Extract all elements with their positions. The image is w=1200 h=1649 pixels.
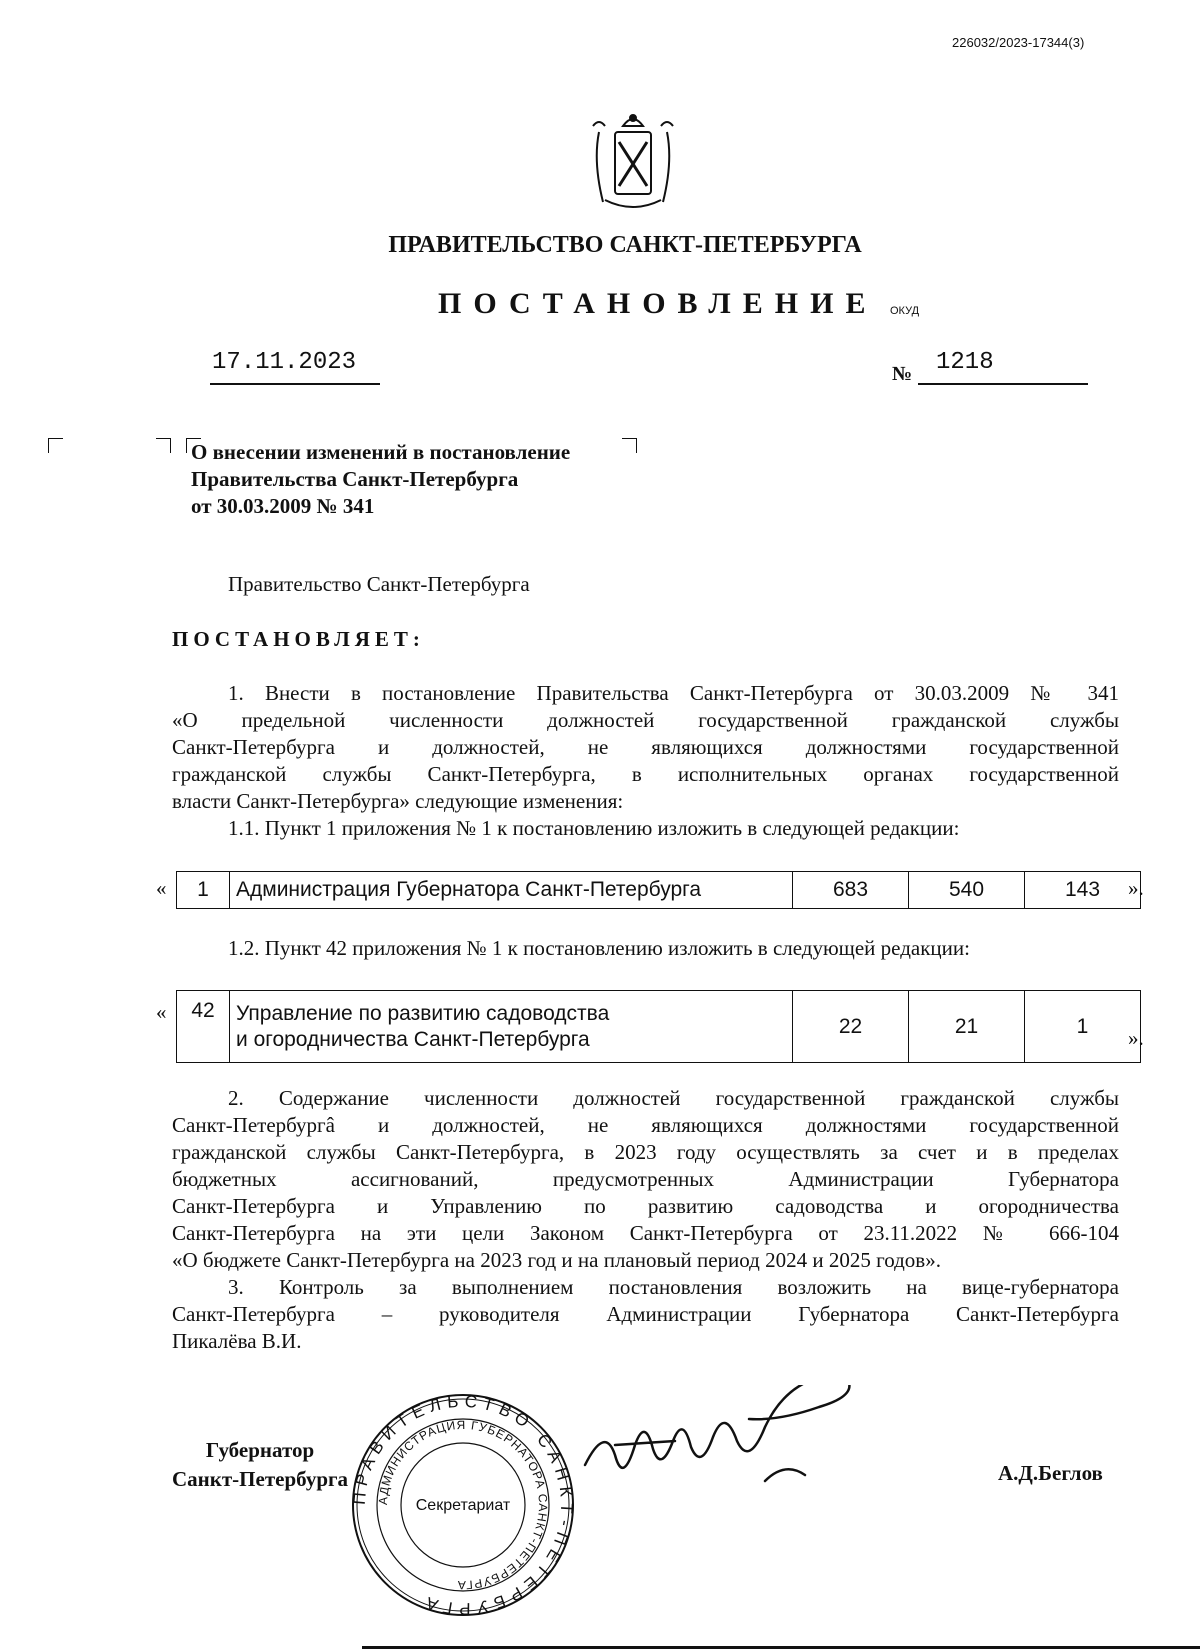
paragraph-2	[172, 1085, 1119, 1274]
paragraph-line: Санкт-Петербурга на эти цели Законом Санкт-Петербурга от 23.11.2022 № 666-104	[172, 1221, 1119, 1245]
table-item-1	[176, 871, 1141, 909]
paragraph-line: гражданской службы Санкт-Петербурга, в исполнительных органах государственной	[172, 762, 1119, 786]
document-number: 1218	[936, 349, 994, 376]
stamp-center-text: Секретариат	[415, 1497, 511, 1514]
paragraph-line: гражданской службы Санкт-Петербурга, в 2023 году осуществлять за счет и в пределах	[172, 1140, 1119, 1164]
table-item-42	[176, 990, 1141, 1063]
decrees-heading: ПОСТАНОВЛЯЕТ:	[172, 627, 425, 651]
total-positions: 22	[793, 991, 909, 1063]
margin-corner-mark	[48, 438, 63, 453]
signatory-title	[172, 1436, 348, 1494]
paragraph-1-1	[172, 815, 1119, 842]
paragraph-line: 1.1. Пункт 1 приложения № 1 к постановлению изложить в следующей редакции:	[228, 816, 960, 840]
subject-line: от 30.03.2009 № 341	[191, 494, 375, 518]
document-subject	[191, 439, 570, 520]
table-row	[177, 991, 1141, 1063]
department-name: Администрация Губернатора Санкт-Петербурга	[230, 872, 793, 909]
civil-service-positions: 21	[909, 991, 1025, 1063]
paragraph-line: Санкт-Петербурга и должностей, не являющихся должностями государственной	[172, 735, 1119, 759]
department-name-line: Управление по развитию садоводства	[236, 1001, 610, 1025]
paragraph-line: 1. Внести в постановление Правительства Санкт-Петербурга от 30.03.2009 № 341	[228, 681, 1119, 705]
organization-title: ПРАВИТЕЛЬСТВО САНКТ-ПЕТЕРБУРГА	[388, 232, 862, 258]
official-stamp	[348, 1390, 578, 1620]
handwritten-signature	[575, 1385, 915, 1505]
paragraph-line: «О бюджете Санкт-Петербурга на 2023 год и на плановый период 2024 и 2025 годов».	[172, 1248, 941, 1272]
okud-label: ОКУД	[890, 305, 920, 317]
close-quote: ».	[1128, 1026, 1144, 1050]
open-quote: «	[156, 1000, 167, 1024]
stamp-inner-text: АДМИНИСТРАЦИЯ ГУБЕРНАТОРА САНКТ-ПЕТЕРБУРГА	[375, 1417, 551, 1593]
subject-line: Правительства Санкт-Петербурга	[191, 467, 519, 491]
paragraph-line: «О предельной численности должностей государственной гражданской службы	[172, 708, 1119, 732]
paragraph-1-2	[172, 935, 1119, 962]
signatory-title-line: Санкт-Петербурга	[172, 1467, 349, 1491]
document-date: 17.11.2023	[212, 349, 357, 376]
number-underline	[918, 383, 1088, 385]
non-civil-service-positions: 1	[1025, 991, 1141, 1063]
paragraph-line: 2. Содержание численности должностей государственной гражданской службы	[228, 1086, 1119, 1110]
coat-of-arms-emblem	[585, 112, 681, 212]
signatory-name: А.Д.Беглов	[998, 1461, 1103, 1485]
paragraph-line: бюджетных ассигнований, предусмотренных Администрации Губернатора	[172, 1167, 1119, 1191]
item-number: 42	[177, 991, 230, 1063]
paragraph-line: Санкт-Петербургâ и должностей, не являющихся должностями государственной	[172, 1113, 1119, 1137]
paragraph-line: Санкт-Петербурга – руководителя Администрации Губернатора Санкт-Петербурга	[172, 1302, 1119, 1326]
department-name-line: и огородничества Санкт-Петербурга	[236, 1027, 590, 1051]
paragraph-1	[172, 680, 1119, 815]
number-label: №	[892, 363, 913, 385]
registration-number: 226032/2023-17344(3)	[952, 35, 1085, 50]
item-number: 1	[177, 872, 230, 909]
department-name	[230, 991, 793, 1063]
subject-corner-mark	[622, 438, 637, 453]
civil-service-positions: 540	[909, 872, 1025, 909]
paragraph-line: Пикалёва В.И.	[172, 1329, 302, 1353]
subject-line: О внесении изменений в постановление	[191, 440, 571, 464]
paragraph-line: власти Санкт-Петербурга» следующие изменения:	[172, 789, 624, 813]
paragraph-line: 1.2. Пункт 42 приложения № 1 к постановлению изложить в следующей редакции:	[228, 936, 970, 960]
paragraph-line: Санкт-Петербурга и Управлению по развитию садоводства и огородничества	[172, 1194, 1119, 1218]
date-underline	[210, 383, 380, 385]
table-row	[177, 872, 1141, 909]
total-positions: 683	[793, 872, 909, 909]
document-type: ПОСТАНОВЛЕНИЕ	[438, 287, 878, 320]
close-quote: ».	[1128, 876, 1144, 900]
issuer-text: Правительство Санкт-Петербурга	[228, 572, 530, 596]
signatory-title-line: Губернатор	[205, 1438, 315, 1462]
margin-corner-mark	[156, 438, 171, 453]
non-civil-service-positions: 143	[1025, 872, 1141, 909]
stamp-outer-text: ПРАВИТЕЛЬСТВО САНКТ-ПЕТЕРБУРГА	[349, 1391, 577, 1619]
open-quote: «	[156, 876, 167, 900]
paragraph-3	[172, 1274, 1119, 1355]
paragraph-line: 3. Контроль за выполнением постановления возложить на вице-губернатора	[228, 1275, 1119, 1299]
